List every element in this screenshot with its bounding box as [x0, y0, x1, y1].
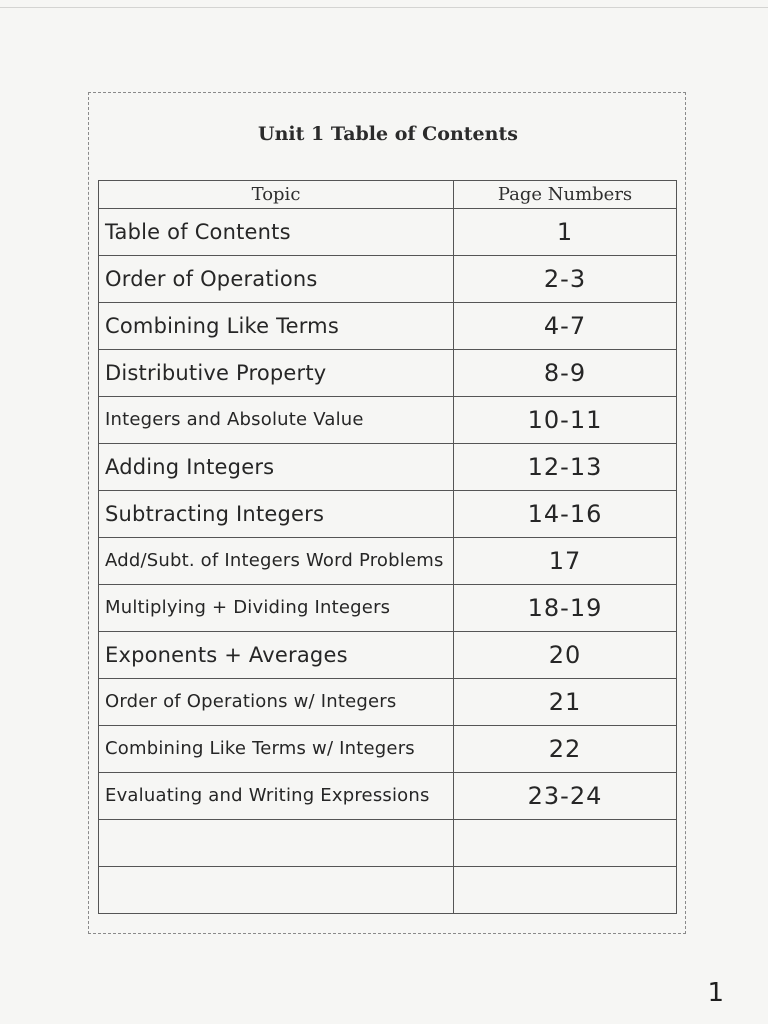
table-row [99, 303, 677, 350]
table-row [99, 726, 677, 773]
pages-cell: 12-13 [454, 444, 677, 491]
topic-cell: Subtracting Integers [99, 491, 454, 538]
table-row [99, 491, 677, 538]
pages-cell: 8-9 [454, 350, 677, 397]
topic-cell: Evaluating and Writing Expressions [99, 773, 454, 820]
pages-cell [454, 820, 677, 867]
pages-cell: 2-3 [454, 256, 677, 303]
topic-cell: Integers and Absolute Value [99, 397, 454, 444]
page-title: Unit 1 Table of Contents [258, 123, 518, 145]
pages-cell: 20 [454, 632, 677, 679]
page-number: 1 [707, 978, 724, 1008]
pages-cell: 10-11 [454, 397, 677, 444]
topic-cell: Combining Like Terms w/ Integers [99, 726, 454, 773]
table-row [99, 585, 677, 632]
page-numbers-column-header: Page Numbers [454, 181, 677, 209]
table-row [99, 444, 677, 491]
pages-cell: 21 [454, 679, 677, 726]
topic-cell: Combining Like Terms [99, 303, 454, 350]
topic-cell: Multiplying + Dividing Integers [99, 585, 454, 632]
topic-cell: Distributive Property [99, 350, 454, 397]
table-row [99, 679, 677, 726]
table-row [99, 397, 677, 444]
pages-cell: 23-24 [454, 773, 677, 820]
pages-cell [454, 867, 677, 914]
topic-cell: Exponents + Averages [99, 632, 454, 679]
pages-cell: 18-19 [454, 585, 677, 632]
topic-cell: Add/Subt. of Integers Word Problems [99, 538, 454, 585]
table-row [99, 867, 677, 914]
table-row [99, 256, 677, 303]
table-row [99, 773, 677, 820]
table-row [99, 350, 677, 397]
table-row [99, 538, 677, 585]
topic-cell: Table of Contents [99, 209, 454, 256]
topic-cell [99, 867, 454, 914]
contents-table [98, 180, 677, 914]
topic-cell: Adding Integers [99, 444, 454, 491]
topic-cell: Order of Operations w/ Integers [99, 679, 454, 726]
pages-cell: 22 [454, 726, 677, 773]
table-row [99, 209, 677, 256]
pages-cell: 4-7 [454, 303, 677, 350]
table-header-row [99, 181, 677, 209]
topic-column-header: Topic [99, 181, 454, 209]
table-row [99, 820, 677, 867]
topic-cell: Order of Operations [99, 256, 454, 303]
top-rule [0, 7, 768, 8]
pages-cell: 17 [454, 538, 677, 585]
table-row [99, 632, 677, 679]
pages-cell: 1 [454, 209, 677, 256]
pages-cell: 14-16 [454, 491, 677, 538]
topic-cell [99, 820, 454, 867]
